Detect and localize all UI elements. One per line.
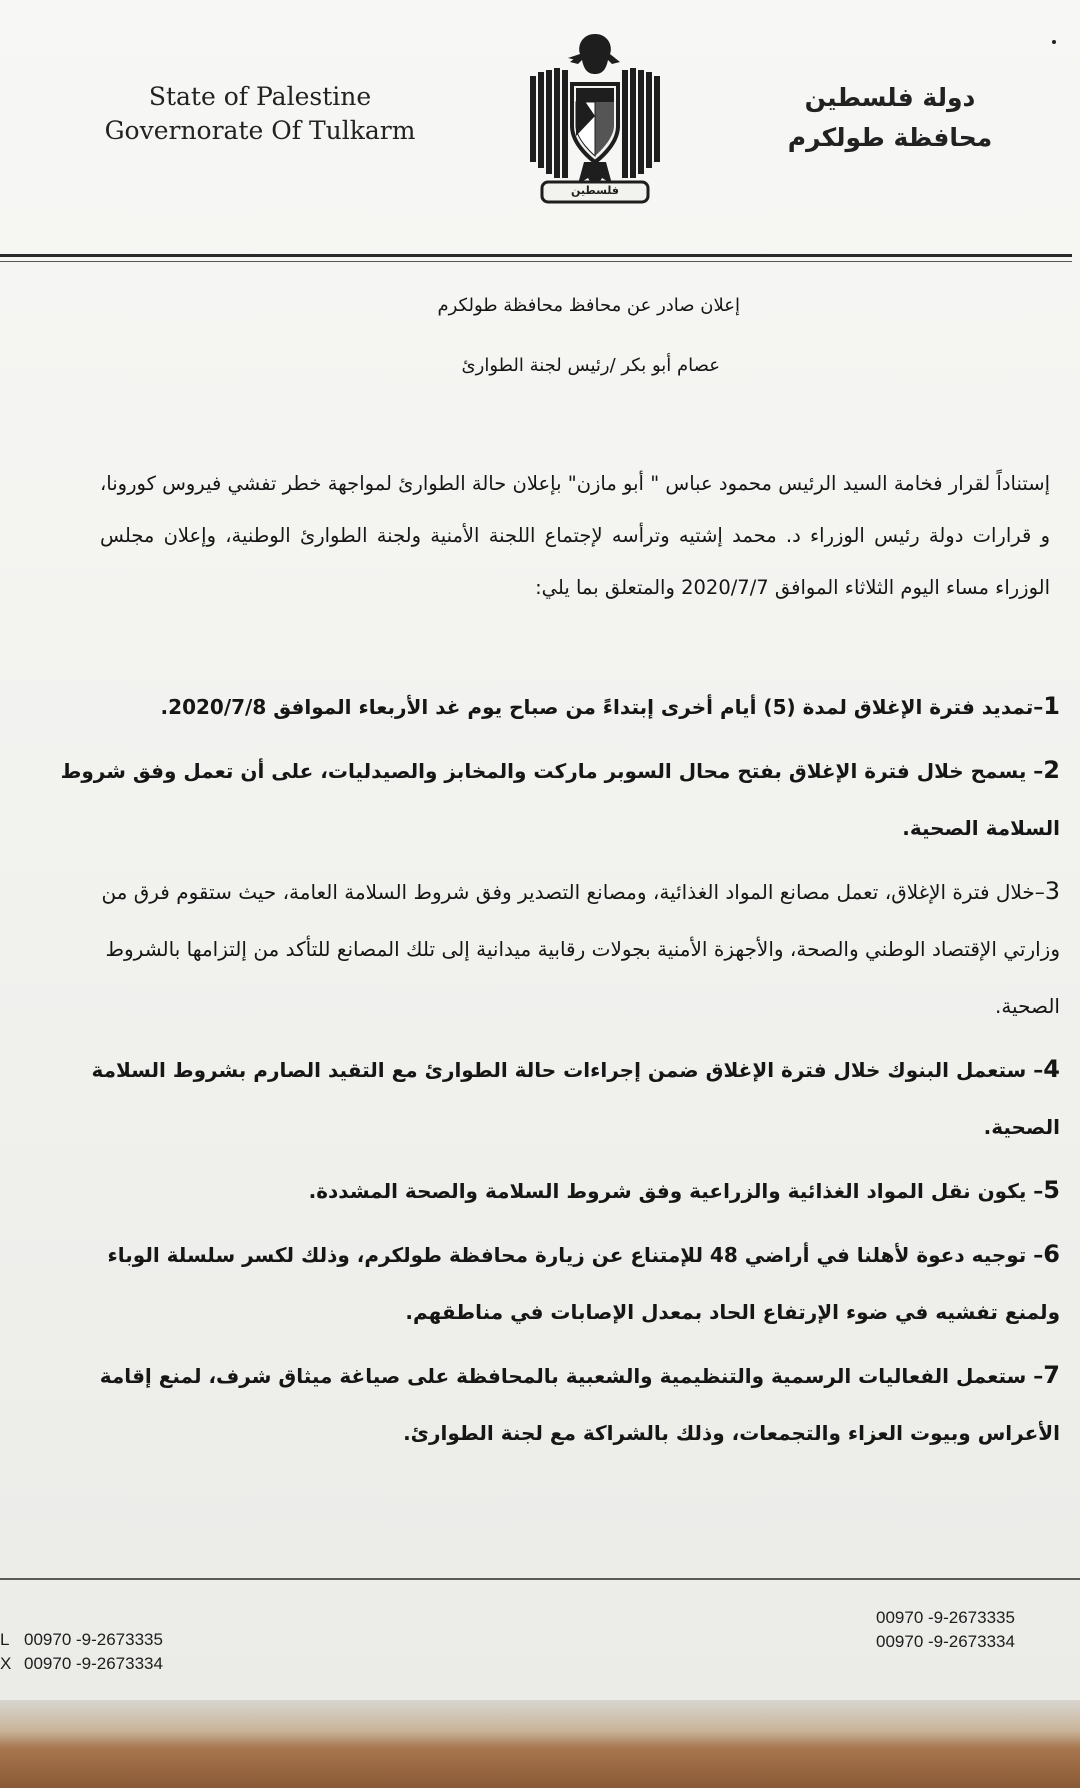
intro-paragraph: إستناداً لقرار فخامة السيد الرئيس محمود عباس " أبو مازن" بإعلان حالة الطوارئ لمواجهة خطر تفشي فيروس كورونا، و قرارات دولة رئيس الوزراء د. محمد إشتيه وترأسه لإجتماع اللجنة الأمنية ولجنة الطوارئ الوطنية، وإعلان مجلس الوزراء مساء اليوم الثلاثاء الموافق 2020/7/7 والمتعلق بما يلي: bbox=[100, 472, 1050, 599]
list-item: 4– ستعمل البنوك خلال فترة الإغلاق ضمن إجراءات حالة الطوارئ مع التقيد الصارم بشروط السلامة الصحية. bbox=[91, 1055, 1060, 1139]
list-item: 6– توجيه دعوة لأهلنا في أراضي 48 للإمتناع عن زيارة محافظة طولكرم، وذلك لكسر سلسلة الوباء ولمنع تفشيه في ضوء الإرتفاع الحاد بمعدل الإصابات في مناطقهم. bbox=[107, 1240, 1060, 1324]
footer-phone-row: 00970 -9-2673335 bbox=[876, 1608, 1015, 1627]
footer-phone-row bbox=[0, 1628, 200, 1652]
header-divider-thin bbox=[0, 261, 1072, 262]
header-divider bbox=[0, 254, 1072, 257]
header-arabic bbox=[740, 78, 1040, 158]
decision-list bbox=[60, 678, 1060, 1468]
announcement-subtitle: عصام أبو بكر /رئيس لجنة الطوارئ bbox=[461, 355, 720, 376]
palestine-eagle-emblem-icon bbox=[522, 26, 668, 206]
announcement-title: إعلان صادر عن محافظ محافظة طولكرم bbox=[437, 295, 740, 316]
header-ar-line2: محافظة طولكرم bbox=[787, 123, 993, 152]
footer-fax-row bbox=[0, 1652, 200, 1676]
footer-fax-row: 00970 -9-2673334 bbox=[876, 1632, 1015, 1651]
footer-divider bbox=[0, 1578, 1080, 1580]
table-surface bbox=[0, 1700, 1080, 1788]
phone-number: 00970 -9-2673335 bbox=[24, 1630, 163, 1649]
header-english bbox=[70, 80, 450, 148]
fax-prefix: X bbox=[0, 1654, 12, 1673]
footer-contacts-left bbox=[0, 1628, 200, 1676]
list-item: 5– يكون نقل المواد الغذائية والزراعية وفق شروط السلامة والصحة المشددة. bbox=[308, 1176, 1060, 1204]
footer-contacts-right bbox=[876, 1606, 1076, 1654]
header-ar-line1: دولة فلسطين bbox=[804, 83, 976, 112]
header-en-line1: State of Palestine bbox=[148, 82, 372, 111]
header-en-line2: Governorate Of Tulkarm bbox=[104, 116, 416, 145]
fax-number: 00970 -9-2673334 bbox=[24, 1654, 163, 1673]
ink-dot bbox=[1052, 40, 1056, 44]
list-item: 1–تمديد فترة الإغلاق لمدة (5) أيام أخرى إبتداءً من صباح يوم غد الأربعاء الموافق 2020/7/8. bbox=[160, 692, 1060, 720]
list-item: 3–خلال فترة الإغلاق، تعمل مصانع المواد الغذائية، ومصانع التصدير وفق شروط السلامة العامة، حيث ستقوم فرق من وزارتي الإقتصاد الوطني والصحة، والأجهزة الأمنية بجولات رقابية ميدانية إلى تلك المصانع للتأكد من إلتزامها بالشروط الصحية. bbox=[101, 877, 1060, 1018]
emblem-banner-text: فلسطين bbox=[571, 184, 619, 197]
list-item: 7– ستعمل الفعاليات الرسمية والتنظيمية والشعبية بالمحافظة على صياغة ميثاق شرف، لمنع إقامة الأعراس وبيوت العزاء والتجمعات، وذلك بالشراكة مع لجنة الطوارئ. bbox=[99, 1361, 1060, 1445]
list-item: 2– يسمح خلال فترة الإغلاق بفتح محال السوبر ماركت والمخابز والصيدليات، على أن تعمل وفق شروط السلامة الصحية. bbox=[60, 756, 1060, 840]
phone-prefix: L bbox=[0, 1630, 10, 1649]
